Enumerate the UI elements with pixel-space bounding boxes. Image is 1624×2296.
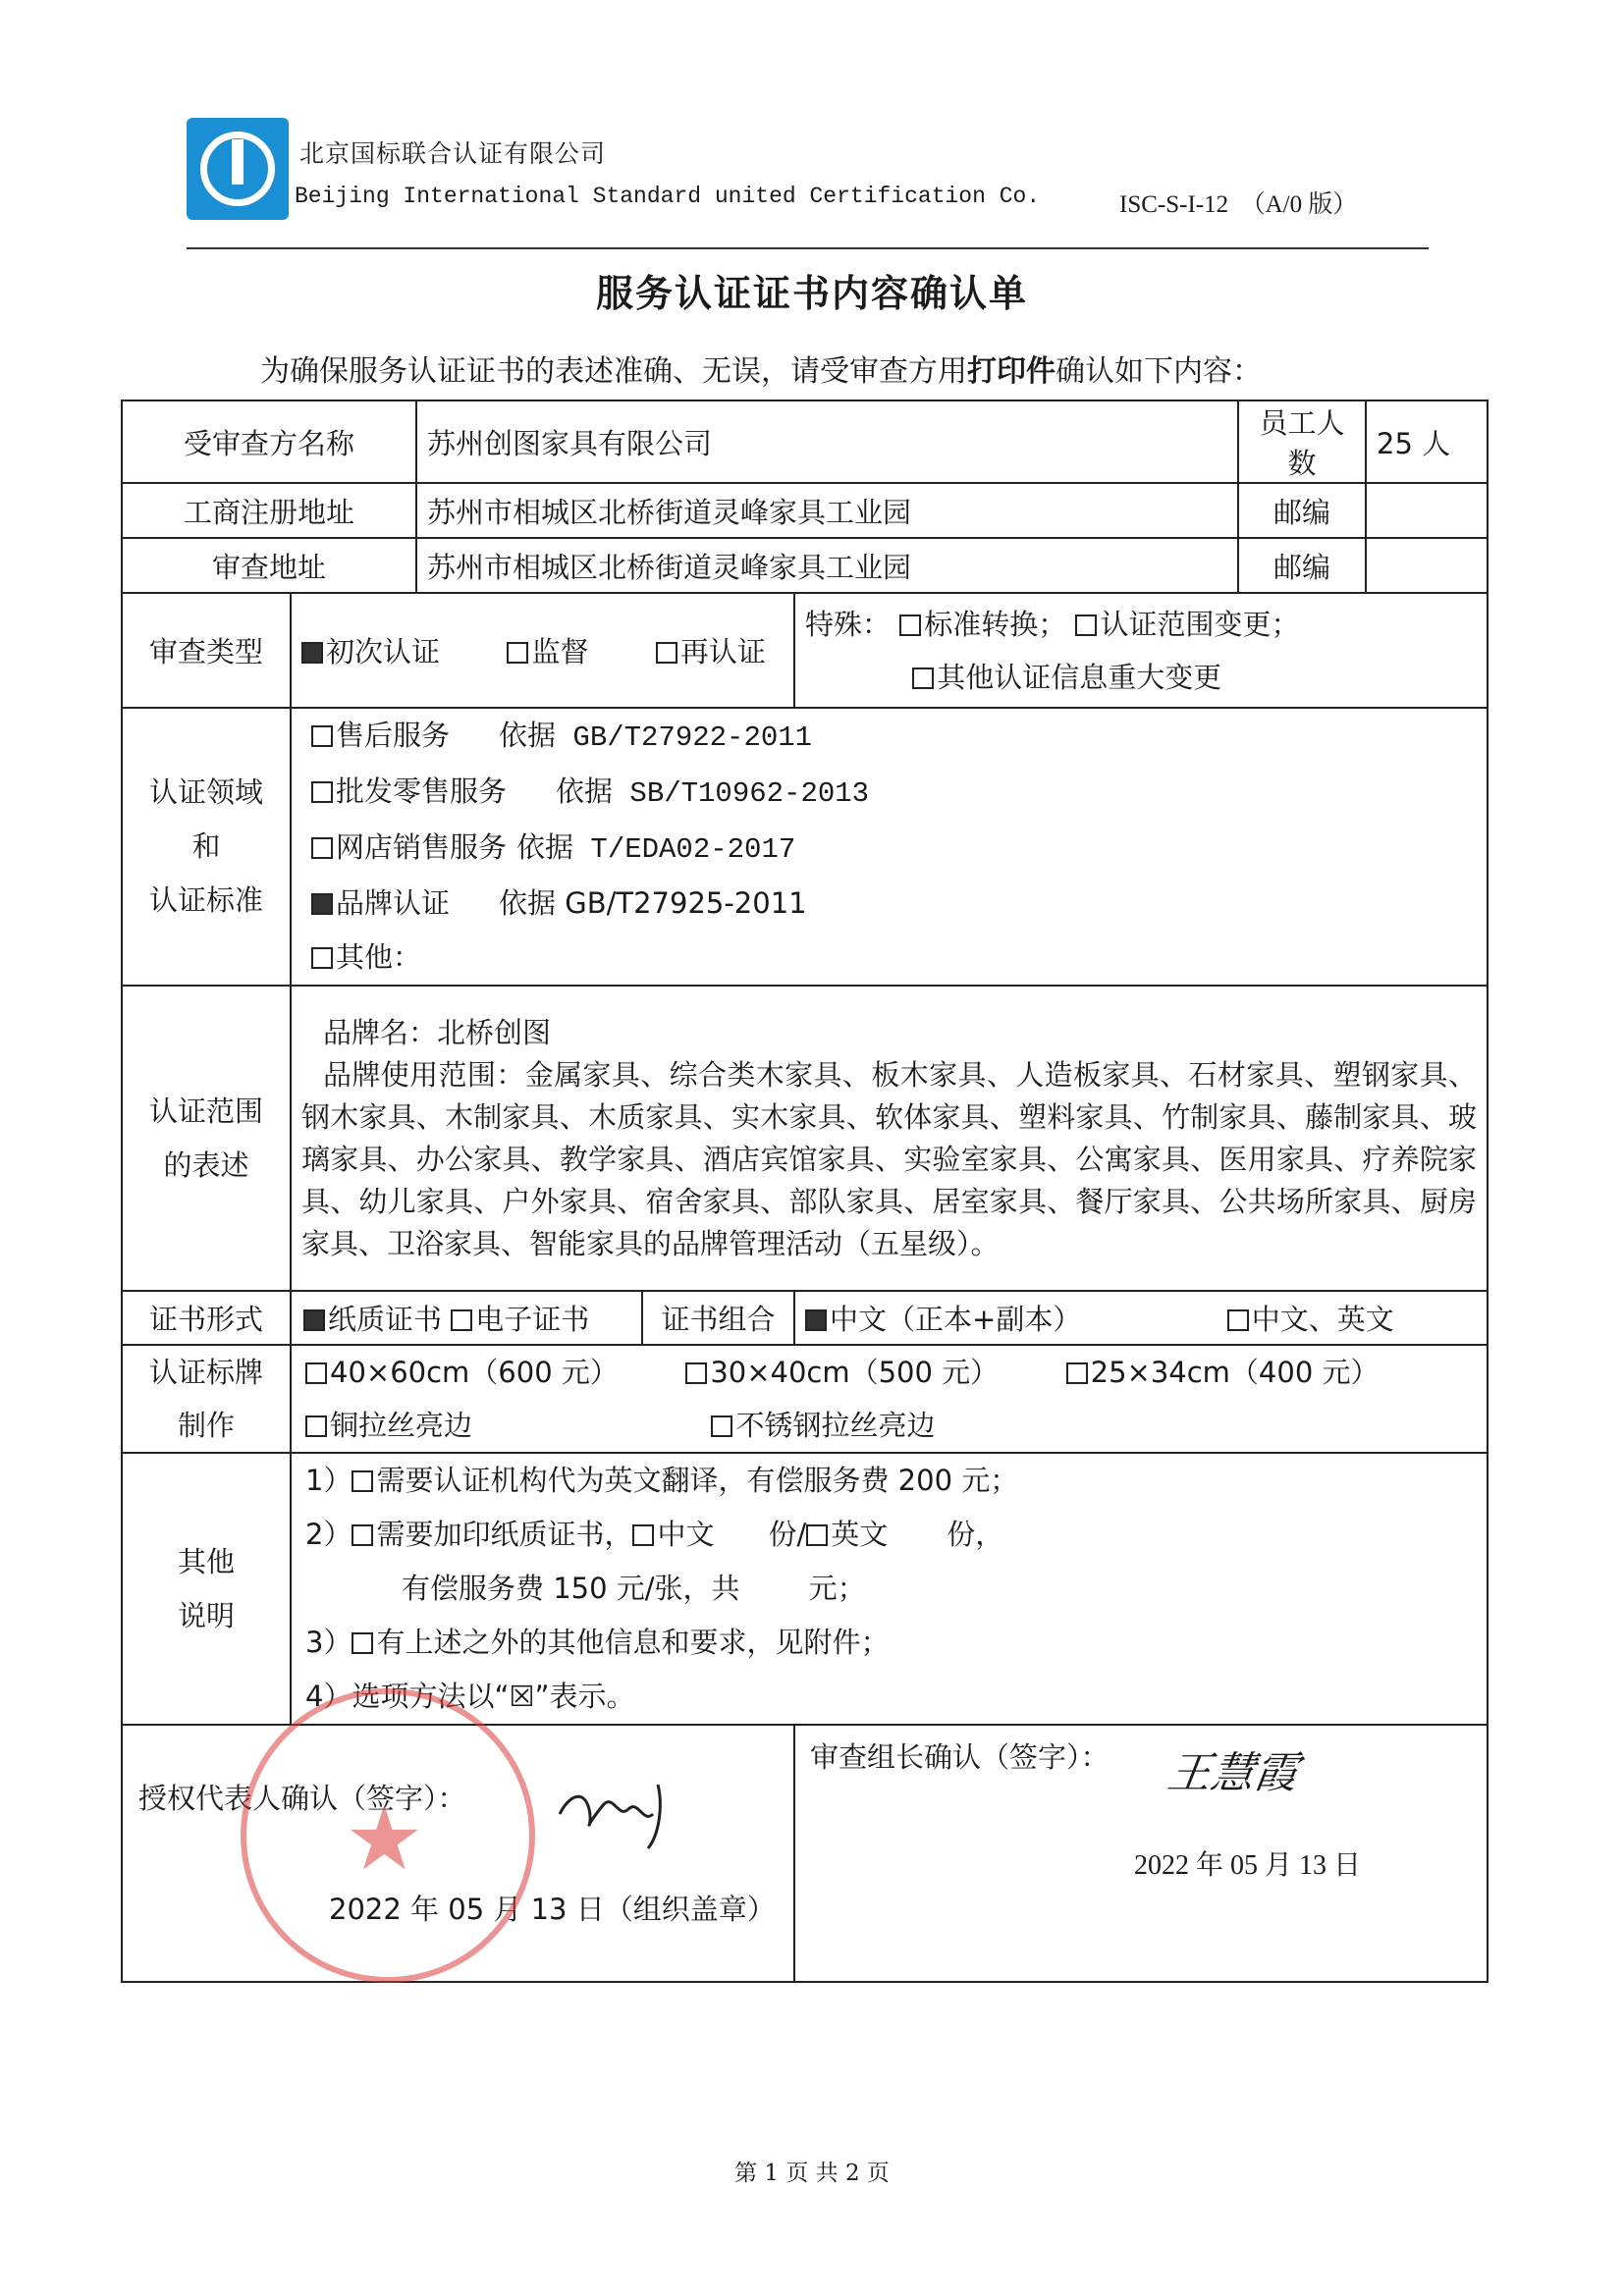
audit-type-options	[291, 593, 794, 708]
leader-sign-date: 2022 年 05 月 13 日	[1134, 1850, 1362, 1881]
company-logo	[187, 118, 289, 220]
checkbox-cn[interactable]: 中文（正本+副本）	[805, 1303, 1081, 1336]
note-4: 4）选项方法以“☒”表示。	[305, 1680, 635, 1713]
rep-signature-icon	[550, 1765, 677, 1853]
domain-label: 认证领域 和 认证标准	[122, 708, 291, 986]
checkbox-initial[interactable]: 初次认证	[301, 635, 440, 668]
reg-address-label: 工商注册地址	[122, 483, 416, 538]
checkbox-copper[interactable]: 铜拉丝亮边	[305, 1409, 472, 1442]
audit-address-label: 审查地址	[122, 538, 416, 593]
checkbox-steel[interactable]: 不锈钢拉丝亮边	[711, 1409, 935, 1442]
note-3[interactable]: 3） 有上述之外的其他信息和要求，见附件；	[305, 1626, 890, 1659]
staff-count-label: 员工人数	[1238, 400, 1366, 483]
checkbox-size-2[interactable]: 30×40cm（500 元）	[685, 1356, 999, 1389]
plaque-label: 认证标牌 制作	[122, 1345, 291, 1453]
header-divider	[187, 247, 1429, 249]
intro-bold: 打印件	[967, 354, 1056, 389]
checked-box-icon: ☒	[509, 1680, 535, 1713]
checkbox-scope-change[interactable]: 认证范围变更；	[1075, 608, 1299, 641]
checkbox-surveillance[interactable]: 监督	[507, 635, 588, 668]
checkbox-cn-en[interactable]: 中文、英文	[1227, 1303, 1394, 1336]
zip-field[interactable]	[1366, 483, 1488, 538]
audit-address[interactable]: 苏州市相城区北桥街道灵峰家具工业园	[416, 538, 1238, 593]
staff-count[interactable]: 25 人	[1366, 400, 1488, 483]
rep-sign-date: 2022 年 05 月 13 日（组织盖章）	[329, 1893, 776, 1926]
auditee-name-label: 受审查方名称	[122, 400, 416, 483]
brand-name-line: 品牌名：北桥创图	[323, 1015, 552, 1049]
domain-item[interactable]: 售后服务 依据 GB/T27922-2011	[311, 709, 1477, 765]
auditee-name[interactable]: 苏州创图家具有限公司	[416, 400, 1238, 483]
scope-label: 认证范围 的表述	[122, 986, 291, 1291]
intro-text: 为确保服务认证证书的表述准确、无误，请受审查方用打印件确认如下内容：	[260, 354, 1262, 389]
reg-address[interactable]: 苏州市相城区北桥街道灵峰家具工业园	[416, 483, 1238, 538]
checkbox-other-change[interactable]: 其他认证信息重大变更	[912, 661, 1221, 694]
checkbox-electronic[interactable]: 电子证书	[451, 1303, 589, 1336]
domain-list	[291, 708, 1488, 986]
note-2-fee[interactable]: 有偿服务费 150 元/张，共 元；	[402, 1572, 866, 1605]
audit-type-label: 审查类型	[122, 593, 291, 708]
other-label: 其他 说明	[122, 1453, 291, 1725]
zip-field-2[interactable]	[1366, 538, 1488, 593]
checkbox-standard-transition[interactable]: 标准转换；	[899, 608, 1066, 641]
domain-item[interactable]: 其他：	[311, 931, 1477, 985]
page-number: 第 1 页 共 2 页	[734, 2161, 890, 2186]
cert-form-label: 证书形式	[122, 1291, 291, 1345]
leader-signature-cell	[794, 1725, 1488, 1982]
zip-label-2: 邮编	[1238, 538, 1366, 593]
checkbox-recertification[interactable]: 再认证	[656, 635, 766, 668]
plaque-options	[291, 1345, 1488, 1453]
cert-form-options	[291, 1291, 642, 1345]
other-notes	[291, 1453, 1488, 1725]
domain-item[interactable]: 批发零售服务 依据 SB/T10962-2013	[311, 765, 1477, 821]
checkbox-size-1[interactable]: 40×60cm（600 元）	[305, 1356, 619, 1389]
special-options: 特殊： 标准转换； 认证范围变更； 其他认证信息重大变更	[794, 593, 1488, 708]
rep-sign-label: 授权代表人确认（签字）：	[138, 1782, 466, 1815]
page-title: 服务认证证书内容确认单	[595, 272, 1028, 315]
domain-item[interactable]: 网店销售服务 依据 T/EDA02-2017	[311, 821, 1477, 877]
leader-sign-label: 审查组长确认（签字）：	[810, 1740, 1110, 1774]
zip-label: 邮编	[1238, 483, 1366, 538]
scope-text	[291, 986, 1488, 1291]
document-code: ISC-S-I-12 （A/0 版）	[1119, 191, 1358, 218]
note-2[interactable]: 2） 需要加印纸质证书， 中文 份/ 英文 份，	[305, 1518, 1004, 1551]
brand-usage: 品牌使用范围：金属家具、综合类木家具、板木家具、人造板家具、石材家具、塑钢家具、钢木家具、木制家具、木质家具、实木家具、软体家具、塑料家具、竹制家具、藤制家具、玻璃家具、办公家具、教学家具、酒店宾馆家具、实验室家具、公寓家具、医用家具、疗养院家具、幼儿家具、户外家具、宿舍家具、部队家具、居室家具、餐厅家具、公共场所家具、厨房家具、卫浴家具、智能家具的品牌管理活动（五星级）。	[301, 1057, 1478, 1260]
checkbox-paper[interactable]: 纸质证书	[303, 1303, 442, 1336]
note-1[interactable]: 1） 需要认证机构代为英文翻译，有偿服务费 200 元；	[305, 1464, 1019, 1497]
company-name-en: Beijing International Standard united Certification Co.	[295, 184, 1041, 209]
checkbox-size-3[interactable]: 25×34cm（400 元）	[1066, 1356, 1380, 1389]
cert-combo-label: 证书组合	[642, 1291, 794, 1345]
leader-signature: 王慧霞	[1164, 1748, 1301, 1798]
domain-item[interactable]: 品牌认证 依据 GB/T27925-2011	[311, 877, 1477, 931]
company-seal-icon: ★	[241, 1688, 535, 1983]
cert-combo-options	[794, 1291, 1488, 1345]
company-name-cn: 北京国标联合认证有限公司	[299, 139, 607, 168]
